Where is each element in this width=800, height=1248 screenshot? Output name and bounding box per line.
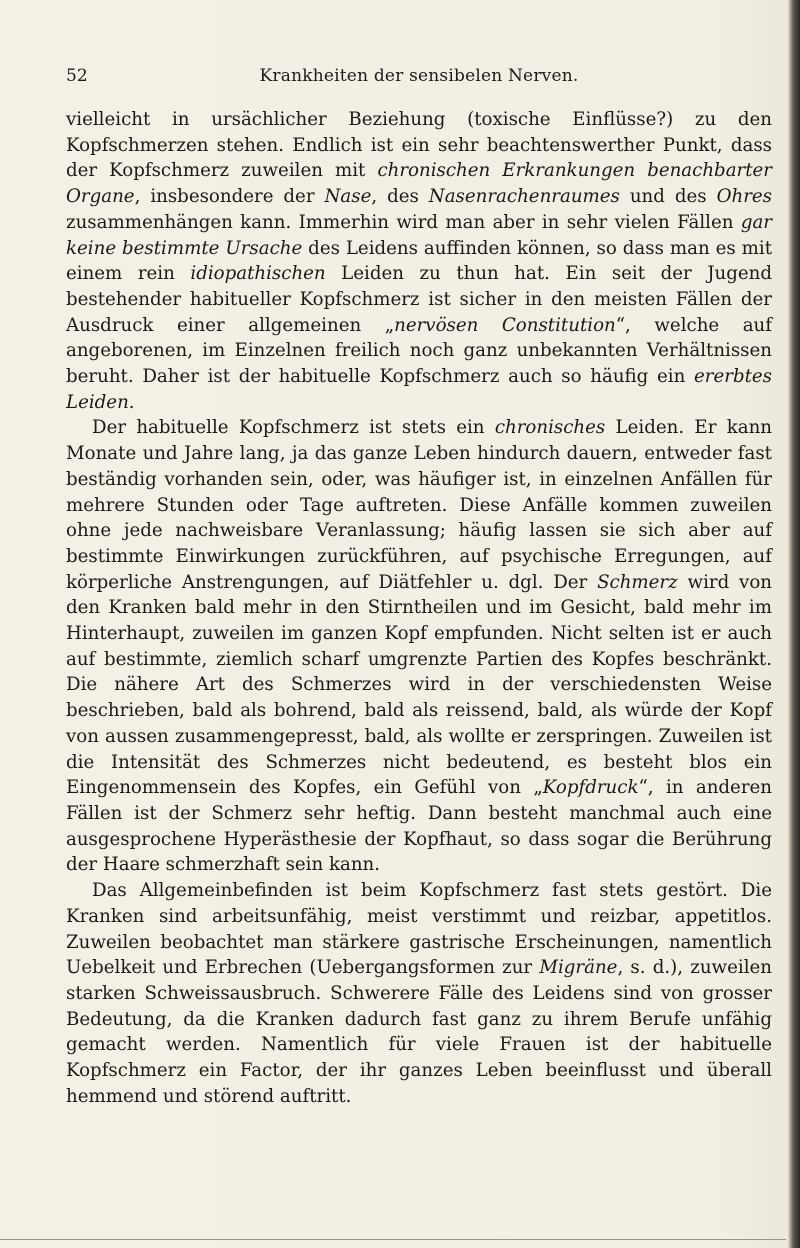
emphasis-text: Schmerz — [597, 571, 678, 593]
text-run: zusammenhängen kann. Immerhin wird man aber in sehr vielen Fällen — [66, 211, 741, 233]
page-bottom-rule — [0, 1239, 786, 1240]
emphasis-text: idiopathischen — [190, 263, 326, 285]
page-number: 52 — [66, 66, 88, 86]
text-run: und des — [619, 186, 717, 208]
page-binding-edge — [788, 0, 800, 1248]
text-run: des Leidens auffinden können, so dass man es mit einem rein — [66, 237, 773, 285]
page-header — [66, 64, 772, 88]
running-title: Krankheiten der sensibelen Nerven. — [259, 66, 579, 86]
paragraph — [66, 878, 772, 1109]
text-run: , insbesondere der — [134, 186, 325, 208]
emphasis-text: Nasenrachenraumes — [428, 186, 620, 208]
text-run: , s. d.), zuweilen starken Schweissausbruch. Schwerere Fälle des Leidens sind von grosser Bedeutung, da die Kranken dadurch fast ganz zu ihrem Berufe unfähig gemacht werden. Namentlich für viele Frauen ist der habituelle Kopfschmerz ein Factor, der ihr ganzes Leben beeinflusst und überall hemmend und störend auftritt. — [66, 957, 772, 1107]
text-run: wird von den Kranken bald mehr in den Stirntheilen und im Gesicht, bald mehr im Hinterhaupt, zuweilen im ganzen Kopf empfunden. Nicht selten ist er auch auf bestimmte, ziemlich scharf umgrenzte Partien des Kopfes beschränkt. Die nähere Art des Schmerzes wird in der verschiedensten Weise beschrieben, bald als bohrend, bald als reissend, bald, als würde der Kopf von aussen zusammengepresst, bald, als wollte er zerspringen. Zuweilen ist die Intensität des Schmerzes nicht bedeutend, es besteht blos ein Eingenommensein des Kopfes, ein Gefühl von „ — [66, 571, 772, 799]
paragraph — [66, 415, 772, 878]
emphasis-text: Kopfdruck — [542, 777, 639, 799]
emphasis-text: chronischen Erkrankungen benachbarter Organe — [66, 160, 773, 208]
text-run: , des — [371, 186, 429, 208]
emphasis-text: ererbtes Leiden. — [66, 366, 772, 413]
emphasis-text: Nase — [324, 186, 372, 208]
text-run: “, welche auf angeborenen, im Einzelnen freilich noch ganz unbekannten Verhältnissen beruht. Daher ist der habituelle Kopfschmerz auch so häufig ein — [66, 314, 773, 388]
emphasis-text: Migräne — [539, 957, 618, 979]
text-run: Das Allgemeinbefinden ist beim Kopfschmerz fast stets gestört. Die Kranken sind arbeitsunfähig, meist verstimmt und reizbar, appetitlos. Zuweilen beobachtet man stärkere gastrische Erscheinungen, namentlich Uebelkeit und Erbrechen (Uebergangsformen zur — [66, 880, 772, 979]
text-run: vielleicht in ursächlicher Beziehung (toxische Einflüsse?) zu den Kopfschmerzen stehen. Endlich ist ein sehr beachtenswerther Punkt, dass der Kopfschmerz zuweilen mit — [66, 109, 772, 182]
text-run: “, in anderen Fällen ist der Schmerz sehr heftig. Dann besteht manchmal auch eine ausgesprochene Hyperästhesie der Kopfhaut, so dass sogar die Berührung der Haare schmerzhaft sein kann. — [66, 777, 772, 876]
body-text — [66, 107, 772, 1109]
text-run: Leiden. Er kann Monate und Jahre lang, ja das ganze Leben hindurch dauern, entweder fast beständig vorhanden sein, oder, was häufiger ist, in einzelnen Anfällen für mehrere Stunden oder Tage auftreten. Diese Anfälle kommen zuweilen ohne jede nachweisbare Veranlassung; häufig lassen sie sich aber auf bestimmte Einwirkungen zurückführen, auf psychische Erregungen, auf körperliche Anstrengungen, auf Diätfehler u. dgl. Der — [66, 417, 772, 593]
emphasis-text: nervösen Constitution — [394, 314, 616, 336]
text-run: Leiden zu thun hat. Ein seit der Jugend bestehender habitueller Kopfschmerz ist sicher in den meisten Fällen der Ausdruck einer allgemeinen „ — [66, 263, 772, 336]
paragraph — [66, 107, 772, 415]
emphasis-text: gar keine bestimmte Ursache — [66, 211, 772, 259]
text-run: Der habituelle Kopfschmerz ist stets ein — [92, 417, 495, 439]
emphasis-text: Ohres — [716, 186, 772, 208]
emphasis-text: chronisches — [494, 417, 606, 439]
